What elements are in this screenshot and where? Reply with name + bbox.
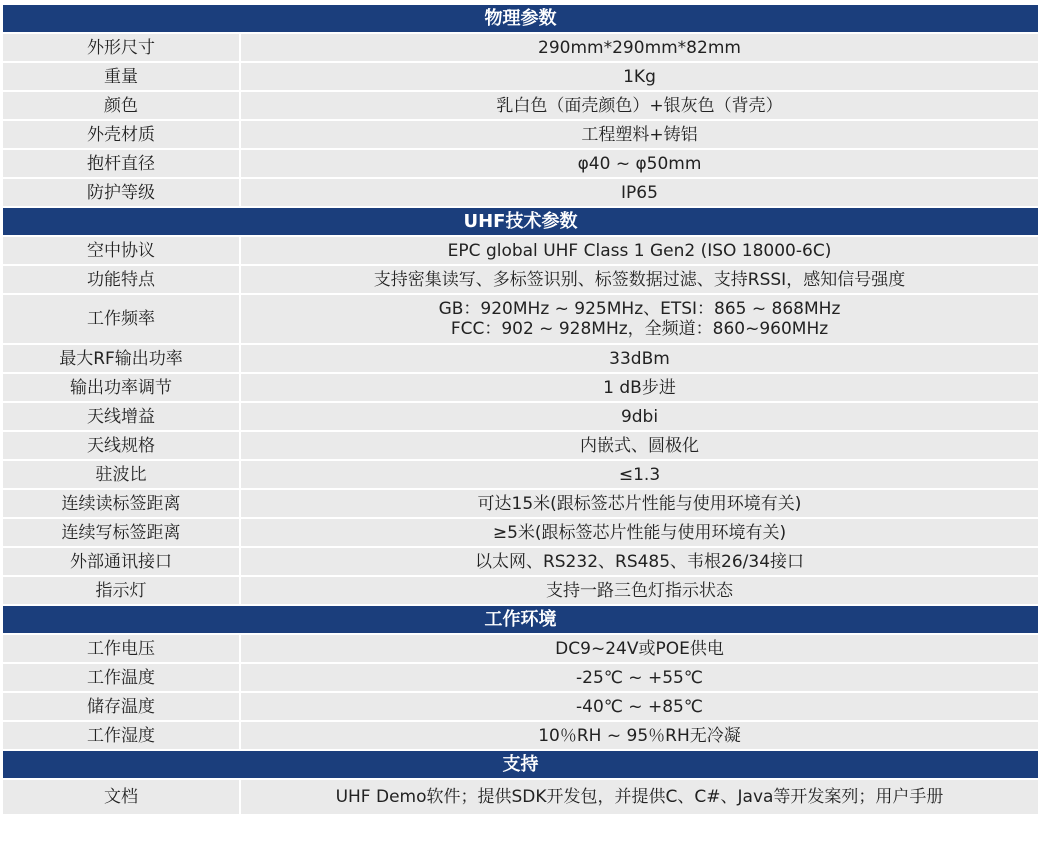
- row-label: 连续写标签距离: [3, 519, 241, 546]
- row-label: 天线规格: [3, 432, 241, 459]
- table-row: [3, 519, 1038, 546]
- table-row: [3, 780, 1038, 814]
- row-value: φ40 ~ φ50mm: [241, 150, 1038, 177]
- table-row: [3, 577, 1038, 604]
- table-row: [3, 179, 1038, 206]
- table-row: [3, 295, 1038, 343]
- row-label: 外壳材质: [3, 121, 241, 148]
- table-row: [3, 374, 1038, 401]
- row-label: 外部通讯接口: [3, 548, 241, 575]
- section-title: 物理参数: [3, 5, 1038, 32]
- row-label: 颜色: [3, 92, 241, 119]
- row-value: 10％RH ~ 95％RH无冷凝: [241, 722, 1038, 749]
- row-label: 储存温度: [3, 693, 241, 720]
- section-header-environment: [3, 606, 1038, 633]
- row-value: DC9~24V或POE供电: [241, 635, 1038, 662]
- table-row: [3, 63, 1038, 90]
- row-value: UHF Demo软件；提供SDK开发包，并提供C、C#、Java等开发案列；用户手册: [241, 780, 1038, 814]
- table-row: [3, 237, 1038, 264]
- section-title: 工作环境: [3, 606, 1038, 633]
- table-row: [3, 722, 1038, 749]
- row-value: ≤1.3: [241, 461, 1038, 488]
- row-label: 防护等级: [3, 179, 241, 206]
- table-row: [3, 664, 1038, 691]
- section-title: 支持: [3, 751, 1038, 778]
- section-header-uhf: [3, 208, 1038, 235]
- row-label: 重量: [3, 63, 241, 90]
- row-value: 290mm*290mm*82mm: [241, 34, 1038, 61]
- row-value: 以太网、RS232、RS485、韦根26/34接口: [241, 548, 1038, 575]
- table-row: [3, 548, 1038, 575]
- row-label: 空中协议: [3, 237, 241, 264]
- table-row: [3, 92, 1038, 119]
- row-value: 支持一路三色灯指示状态: [241, 577, 1038, 604]
- value-line: GB：920MHz ~ 925MHz、ETSI：865 ~ 868MHz: [438, 299, 841, 319]
- row-value: -25℃ ~ +55℃: [241, 664, 1038, 691]
- row-value: 可达15米(跟标签芯片性能与使用环境有关): [241, 490, 1038, 517]
- table-row: [3, 461, 1038, 488]
- row-value: -40℃ ~ +85℃: [241, 693, 1038, 720]
- section-title: UHF技术参数: [3, 208, 1038, 235]
- table-row: [3, 150, 1038, 177]
- row-value: ≥5米(跟标签芯片性能与使用环境有关): [241, 519, 1038, 546]
- table-row: [3, 266, 1038, 293]
- spec-table: [3, 3, 1038, 816]
- table-row: [3, 345, 1038, 372]
- row-label: 最大RF输出功率: [3, 345, 241, 372]
- row-value: 内嵌式、圆极化: [241, 432, 1038, 459]
- row-label: 抱杆直径: [3, 150, 241, 177]
- row-value: 工程塑料+铸铝: [241, 121, 1038, 148]
- table-row: [3, 635, 1038, 662]
- row-label: 天线增益: [3, 403, 241, 430]
- value-line: FCC：902 ~ 928MHz，全频道：860~960MHz: [450, 319, 829, 339]
- row-value: 支持密集读写、多标签识别、标签数据过滤、支持RSSI，感知信号强度: [241, 266, 1038, 293]
- table-row: [3, 121, 1038, 148]
- table-row: [3, 432, 1038, 459]
- row-label: 指示灯: [3, 577, 241, 604]
- row-label: 连续读标签距离: [3, 490, 241, 517]
- row-value: IP65: [241, 179, 1038, 206]
- table-row: [3, 693, 1038, 720]
- row-value: 9dbi: [241, 403, 1038, 430]
- row-value: 1 dB步进: [241, 374, 1038, 401]
- row-label: 工作电压: [3, 635, 241, 662]
- table-row: [3, 403, 1038, 430]
- row-label: 工作频率: [3, 295, 241, 343]
- row-value: 乳白色（面壳颜色）+银灰色（背壳）: [241, 92, 1038, 119]
- table-row: [3, 490, 1038, 517]
- section-header-physical: [3, 5, 1038, 32]
- row-label: 外形尺寸: [3, 34, 241, 61]
- row-value: EPC global UHF Class 1 Gen2 (ISO 18000-6C): [241, 237, 1038, 264]
- row-label: 功能特点: [3, 266, 241, 293]
- row-label: 输出功率调节: [3, 374, 241, 401]
- row-value: [241, 295, 1038, 343]
- row-value: 1Kg: [241, 63, 1038, 90]
- row-label: 工作温度: [3, 664, 241, 691]
- row-label: 工作湿度: [3, 722, 241, 749]
- row-value: 33dBm: [241, 345, 1038, 372]
- row-label: 驻波比: [3, 461, 241, 488]
- row-label: 文档: [3, 780, 241, 814]
- table-row: [3, 34, 1038, 61]
- section-header-support: [3, 751, 1038, 778]
